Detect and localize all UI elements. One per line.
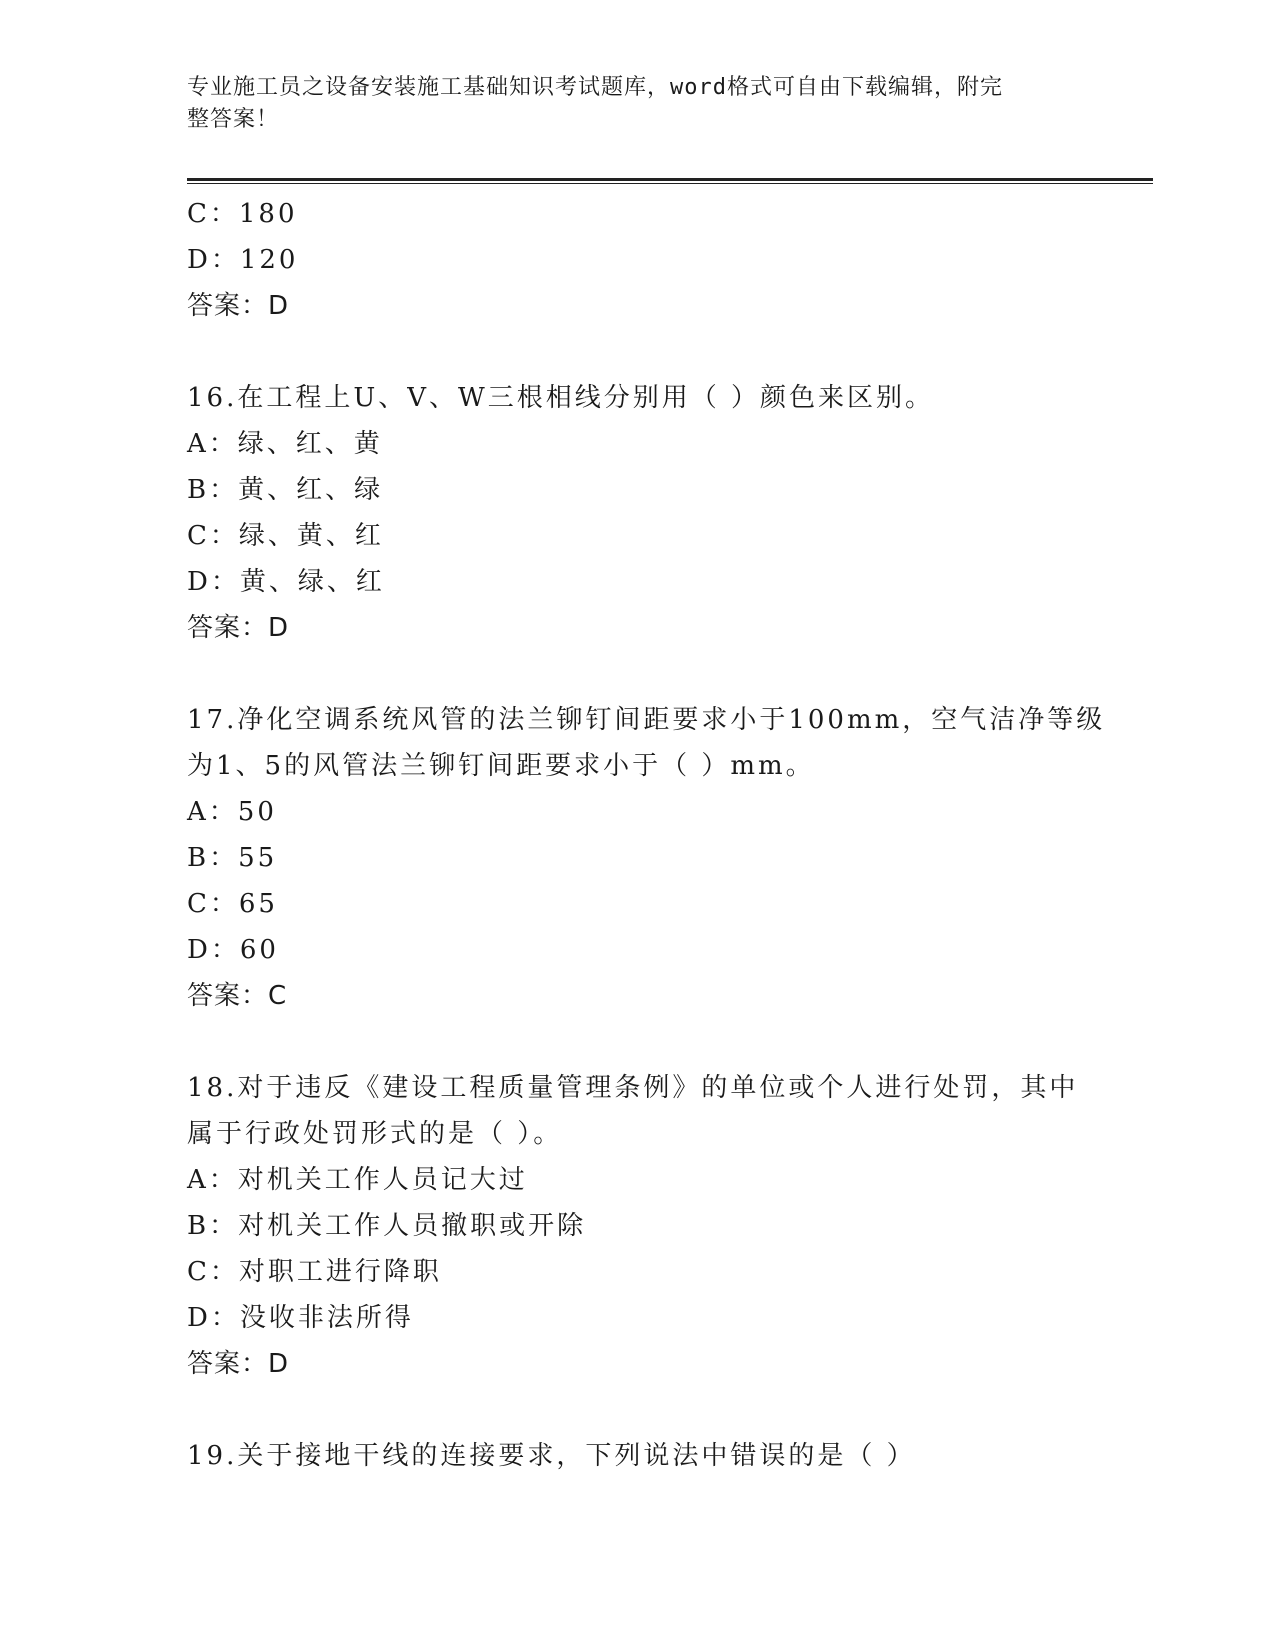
option-b: B：黄、红、绿 [187,475,384,505]
option-c: C：绿、黄、红 [187,521,384,551]
option-a: A：对机关工作人员记大过 [187,1165,528,1195]
option-b: B：55 [187,843,278,873]
option-c: C：对职工进行降职 [187,1257,442,1287]
header-divider-thick [187,178,1153,181]
question-18 [187,1065,1087,1387]
option-d: D：120 [187,245,299,275]
question-16 [187,375,1087,651]
question-stem-continued: 为1、5的风管法兰铆钉间距要求小于（ ）mm。 [187,751,815,781]
answer-line: 答案：C [187,981,288,1011]
option-c: C：180 [187,199,298,229]
header-divider-thin [187,183,1153,184]
header-line-2: 整答案！ [187,107,280,132]
spacer [187,1019,1087,1065]
question-17 [187,697,1106,1019]
option-d: D：没收非法所得 [187,1303,414,1333]
question-stem-continued: 属于行政处罚形式的是（ ）。 [187,1119,563,1149]
option-a: A：50 [187,797,277,827]
question-list [187,191,1106,1479]
question-15-tail [187,191,1087,329]
question-stem: 18.对于违反《建设工程质量管理条例》的单位或个人进行处罚，其中 [187,1073,1079,1103]
page-header [187,72,1067,136]
option-d: D：60 [187,935,279,965]
answer-line: 答案：D [187,613,290,643]
question-stem: 19.关于接地干线的连接要求，下列说法中错误的是（ ） [187,1441,916,1471]
question-19 [187,1433,1087,1479]
header-line-1: 专业施工员之设备安装施工基础知识考试题库，word格式可自由下载编辑，附完 [187,75,1003,100]
option-c: C：65 [187,889,278,919]
option-d: D：黄、绿、红 [187,567,385,597]
spacer [187,329,1087,375]
answer-line: 答案：D [187,291,290,321]
answer-line: 答案：D [187,1349,290,1379]
option-b: B：对机关工作人员撤职或开除 [187,1211,587,1241]
spacer [187,651,1087,697]
option-a: A：绿、红、黄 [187,429,383,459]
spacer [187,1387,1087,1433]
question-stem: 17.净化空调系统风管的法兰铆钉间距要求小于100mm，空气洁净等级 [187,705,1106,735]
question-stem: 16.在工程上U、V、W三根相线分别用（ ）颜色来区别。 [187,383,935,413]
